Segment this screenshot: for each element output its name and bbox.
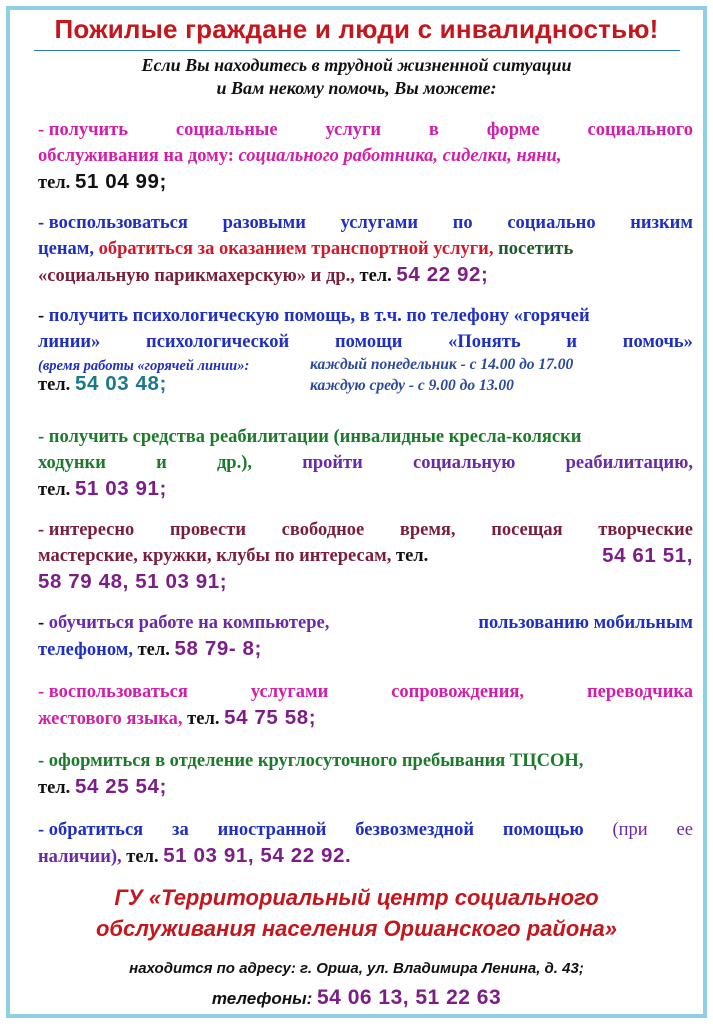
poster-title: Пожилые граждане и люди с инвалидностью! xyxy=(54,14,659,44)
hotline-schedule xyxy=(38,355,693,399)
intro-line-1: Если Вы находитесь в трудной жизненной ситуации xyxy=(141,55,572,75)
service-item-2-line-2: ценам, обратиться за оказанием транспортной услуги, посетить xyxy=(38,239,574,259)
phone-number[interactable]: 54 06 13, 51 22 63 xyxy=(317,986,502,1009)
service-item-4-line-2: ходунки и др.), пройти социальную реабилитацию, xyxy=(38,453,693,473)
service-item-4 xyxy=(38,424,693,502)
phone-number[interactable]: 51 03 91; xyxy=(74,477,167,500)
service-item-7-line-1: - воспользоваться услугами сопровождения, переводчика xyxy=(38,682,693,702)
service-item-6-line-1: - обучиться работе на компьютере, пользованию мобильным xyxy=(38,613,693,633)
organization-name-line-2: обслуживания населения Оршанского района» xyxy=(95,916,618,941)
service-item-1-line-1: - получить социальные услуги в форме социального xyxy=(38,120,693,140)
service-item-5 xyxy=(38,517,693,595)
hotline-schedule-wednesday: каждую среду - с 9.00 до 13.00 xyxy=(310,377,514,394)
service-item-9-line-2: наличии), тел. 51 03 91, 54 22 92. xyxy=(38,844,352,867)
service-item-3-phone-line: тел. 54 03 48; xyxy=(38,372,167,395)
service-item-9 xyxy=(38,817,693,869)
phone-number[interactable]: 54 25 54; xyxy=(74,775,167,798)
service-item-2-line-1: - воспользоваться разовыми услугами по социально низким xyxy=(38,213,693,233)
service-item-1-phone-line: тел. 51 04 99; xyxy=(38,170,167,193)
phone-number[interactable]: 54 22 92; xyxy=(396,263,489,286)
phone-number[interactable]: 54 75 58; xyxy=(224,706,317,729)
phone-number[interactable]: 54 03 48; xyxy=(74,372,167,395)
service-item-4-line-1: - получить средства реабилитации (инвалидные кресла-коляски xyxy=(38,427,582,447)
service-item-2 xyxy=(38,210,693,288)
service-item-8-phone-line: тел. 54 25 54; xyxy=(38,775,167,798)
service-item-5-line-1: - интересно провести свободное время, посещая творческие xyxy=(38,520,693,540)
service-item-5-line-3 xyxy=(38,569,693,595)
phone-number[interactable]: 54 61 51, xyxy=(602,544,693,567)
service-item-1 xyxy=(38,117,693,195)
hotline-schedule-monday: каждый понедельник - с 14.00 до 17.00 xyxy=(310,356,574,373)
service-item-7-line-2: жестового языка, тел. 54 75 58; xyxy=(38,706,317,729)
organization-phones xyxy=(10,986,703,1010)
service-item-6-line-2: телефоном, тел. 58 79- 8; xyxy=(38,637,262,660)
service-item-5-line-2: мастерские, кружки, клубы по интересам, тел. 54 61 51, xyxy=(38,544,693,567)
hotline-schedule-label: (время работы «горячей линии»: xyxy=(38,358,250,374)
organization-address: находится по адресу: г. Орша, ул. Владимира Ленина, д. 43; xyxy=(129,960,584,977)
service-item-9-line-1: - обратиться за иностранной безвозмездной помощью (при ее xyxy=(38,820,693,840)
phone-number[interactable]: 51 04 99; xyxy=(74,170,167,193)
intro-line-2: и Вам некому помочь, Вы можете: xyxy=(216,78,497,98)
phone-number[interactable]: 58 79 48, 51 03 91; xyxy=(38,570,228,593)
phones-label: телефоны: xyxy=(211,989,317,1008)
phone-number[interactable]: 51 03 91, 54 22 92. xyxy=(163,844,352,867)
phone-number[interactable]: 58 79- 8; xyxy=(174,637,262,660)
service-item-8-line-1: - оформиться в отделение круглосуточного пребывания ТЦСОН, xyxy=(38,751,584,771)
intro-text xyxy=(10,54,703,100)
service-item-2-line-3: «социальную парикмахерскую» и др., тел. 54 22 92; xyxy=(38,263,489,286)
service-item-8 xyxy=(38,748,693,800)
organization-name-line-1: ГУ «Территориальный центр социального xyxy=(114,885,599,910)
service-item-1-line-2: обслуживания на дому: социального работника, сиделки, няни, xyxy=(38,146,562,166)
service-item-3-line-1: - получить психологическую помощь, в т.ч. по телефону «горячей xyxy=(38,306,590,326)
service-item-6 xyxy=(38,610,693,662)
title-divider xyxy=(34,50,680,51)
service-item-7 xyxy=(38,679,693,731)
service-item-3-line-2: линии» психологической помощи «Понять и помочь» xyxy=(38,332,693,352)
service-item-3 xyxy=(38,303,693,399)
service-item-4-phone-line: тел. 51 03 91; xyxy=(38,477,167,500)
organization-name xyxy=(10,882,703,944)
poster-frame xyxy=(6,6,707,1018)
